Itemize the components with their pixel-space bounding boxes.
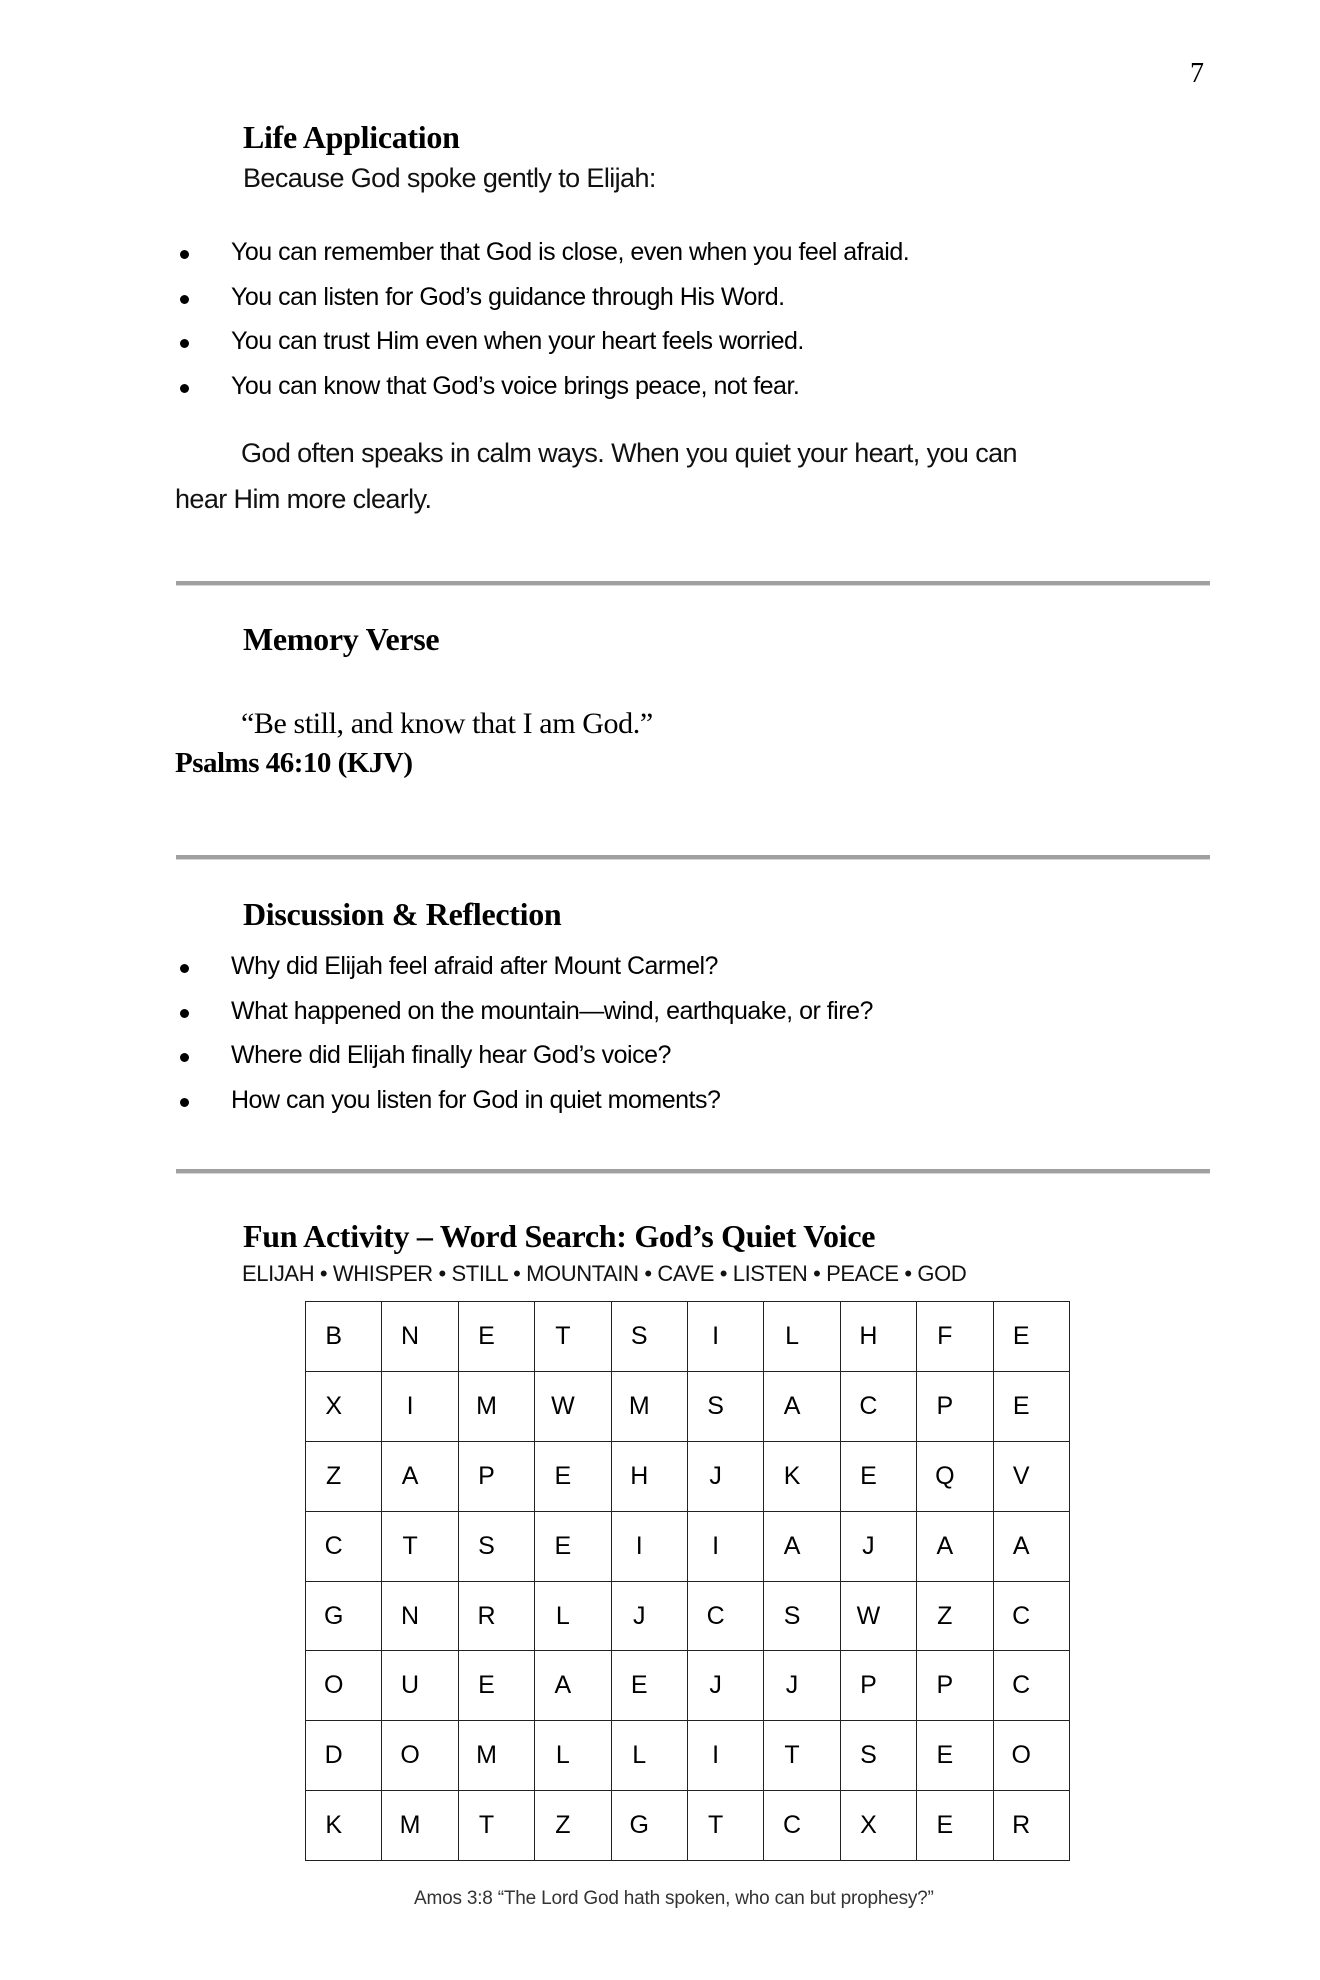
grid-cell[interactable] bbox=[382, 1581, 458, 1651]
grid-letter: I bbox=[406, 1391, 414, 1420]
grid-cell[interactable] bbox=[535, 1441, 611, 1511]
grid-letter: I bbox=[712, 1531, 720, 1560]
grid-row bbox=[306, 1721, 1070, 1791]
grid-letter: W bbox=[551, 1391, 575, 1420]
list-item-text: You can remember that God is close, even when you feel afraid. bbox=[231, 238, 910, 266]
grid-letter: C bbox=[783, 1811, 802, 1840]
life-application-heading: Life Application bbox=[243, 119, 460, 155]
page-number: 7 bbox=[1190, 58, 1204, 89]
grid-cell[interactable] bbox=[306, 1371, 382, 1441]
grid-letter: E bbox=[554, 1531, 572, 1560]
grid-letter: I bbox=[635, 1531, 643, 1560]
grid-cell[interactable] bbox=[917, 1511, 993, 1581]
grid-letter: P bbox=[936, 1671, 954, 1700]
grid-letter: I bbox=[712, 1741, 720, 1770]
grid-cell[interactable] bbox=[382, 1791, 458, 1861]
grid-cell[interactable] bbox=[917, 1791, 993, 1861]
grid-cell[interactable] bbox=[458, 1791, 534, 1861]
grid-letter: U bbox=[401, 1671, 420, 1700]
grid-letter: G bbox=[629, 1811, 649, 1840]
grid-letter: A bbox=[783, 1531, 801, 1560]
grid-letter: M bbox=[476, 1741, 497, 1770]
grid-cell[interactable] bbox=[840, 1581, 916, 1651]
grid-letter: T bbox=[555, 1321, 571, 1350]
grid-letter: E bbox=[936, 1741, 954, 1770]
memory-verse-reference: Psalms 46:10 (KJV) bbox=[175, 747, 413, 779]
grid-letter: S bbox=[630, 1321, 648, 1350]
grid-cell[interactable] bbox=[840, 1721, 916, 1791]
grid-letter: C bbox=[1012, 1671, 1031, 1700]
grid-cell[interactable] bbox=[535, 1651, 611, 1721]
grid-row bbox=[306, 1791, 1070, 1861]
grid-cell[interactable] bbox=[458, 1651, 534, 1721]
grid-letter: J bbox=[633, 1601, 646, 1630]
grid-letter: V bbox=[1012, 1461, 1030, 1490]
grid-cell[interactable] bbox=[917, 1371, 993, 1441]
grid-cell[interactable] bbox=[611, 1302, 687, 1372]
grid-letter: S bbox=[783, 1601, 801, 1630]
grid-cell[interactable] bbox=[993, 1441, 1069, 1511]
grid-letter: T bbox=[708, 1811, 724, 1840]
list-item-text: You can listen for God’s guidance through His Word. bbox=[231, 282, 785, 311]
grid-letter: S bbox=[860, 1741, 877, 1770]
grid-cell[interactable] bbox=[382, 1511, 458, 1581]
grid-cell[interactable] bbox=[535, 1721, 611, 1791]
grid-cell[interactable] bbox=[917, 1721, 993, 1791]
grid-cell[interactable] bbox=[306, 1511, 382, 1581]
grid-cell[interactable] bbox=[917, 1441, 993, 1511]
grid-cell[interactable] bbox=[764, 1581, 840, 1651]
grid-letter: J bbox=[709, 1461, 722, 1490]
grid-row bbox=[306, 1302, 1070, 1372]
grid-letter: N bbox=[401, 1601, 420, 1630]
grid-letter: A bbox=[936, 1531, 954, 1560]
grid-letter: T bbox=[402, 1531, 418, 1560]
grid-letter: C bbox=[706, 1601, 725, 1630]
grid-cell[interactable] bbox=[687, 1441, 763, 1511]
grid-letter: E bbox=[478, 1671, 495, 1700]
word-search-grid bbox=[305, 1301, 1070, 1861]
section-divider bbox=[176, 1169, 1210, 1174]
grid-cell[interactable] bbox=[687, 1581, 763, 1651]
grid-letter: A bbox=[1012, 1531, 1030, 1560]
grid-letter: C bbox=[324, 1531, 343, 1560]
grid-letter: J bbox=[862, 1531, 875, 1560]
grid-cell[interactable] bbox=[840, 1511, 916, 1581]
grid-letter: L bbox=[555, 1601, 570, 1630]
grid-cell[interactable] bbox=[611, 1441, 687, 1511]
grid-cell[interactable] bbox=[611, 1511, 687, 1581]
grid-letter: O bbox=[400, 1741, 420, 1770]
grid-cell[interactable] bbox=[840, 1791, 916, 1861]
grid-letter: X bbox=[325, 1391, 343, 1420]
grid-letter: N bbox=[401, 1321, 420, 1350]
grid-letter: J bbox=[785, 1671, 799, 1700]
grid-letter: K bbox=[325, 1811, 343, 1840]
grid-letter: P bbox=[860, 1671, 877, 1700]
grid-cell[interactable] bbox=[840, 1441, 916, 1511]
grid-letter: A bbox=[783, 1391, 801, 1420]
grid-cell[interactable] bbox=[840, 1302, 916, 1372]
grid-row bbox=[306, 1581, 1070, 1651]
bullet-icon bbox=[180, 1098, 189, 1107]
footer-caption: Amos 3:8 “The Lord God hath spoken, who can but prophesy?” bbox=[414, 1888, 934, 1909]
life-application-paragraph-line2: hear Him more clearly. bbox=[175, 484, 432, 514]
memory-verse-text: “Be still, and know that I am God.” bbox=[241, 707, 653, 740]
life-application-paragraph-line1: God often speaks in calm ways. When you quiet your heart, you can bbox=[241, 438, 1017, 468]
grid-letter: A bbox=[401, 1461, 419, 1490]
bullet-icon bbox=[180, 964, 189, 973]
grid-cell[interactable] bbox=[535, 1791, 611, 1861]
grid-letter: E bbox=[1012, 1321, 1030, 1350]
grid-cell[interactable] bbox=[535, 1371, 611, 1441]
grid-cell[interactable] bbox=[764, 1651, 840, 1721]
grid-letter: M bbox=[399, 1811, 421, 1840]
grid-letter: G bbox=[323, 1601, 344, 1630]
life-application-intro: Because God spoke gently to Elijah: bbox=[243, 163, 656, 193]
grid-row bbox=[306, 1371, 1070, 1441]
grid-cell[interactable] bbox=[306, 1302, 382, 1372]
grid-cell[interactable] bbox=[382, 1651, 458, 1721]
grid-cell[interactable] bbox=[382, 1371, 458, 1441]
grid-letter: A bbox=[554, 1671, 572, 1700]
list-item-text: Why did Elijah feel afraid after Mount Carmel? bbox=[231, 952, 718, 980]
grid-letter: T bbox=[784, 1741, 800, 1770]
grid-cell[interactable] bbox=[993, 1581, 1069, 1651]
grid-cell[interactable] bbox=[764, 1441, 840, 1511]
grid-cell[interactable] bbox=[535, 1511, 611, 1581]
bullet-icon bbox=[180, 1009, 189, 1018]
grid-letter: J bbox=[709, 1671, 722, 1700]
bullet-icon bbox=[180, 250, 189, 259]
grid-cell[interactable] bbox=[687, 1511, 763, 1581]
grid-letter: H bbox=[859, 1321, 878, 1350]
grid-letter: Q bbox=[935, 1461, 955, 1490]
grid-cell[interactable] bbox=[687, 1791, 763, 1861]
grid-cell[interactable] bbox=[764, 1721, 840, 1791]
grid-cell[interactable] bbox=[993, 1651, 1069, 1721]
section-divider bbox=[176, 581, 1210, 586]
grid-letter: I bbox=[712, 1321, 720, 1350]
grid-cell[interactable] bbox=[382, 1302, 458, 1372]
grid-row bbox=[306, 1511, 1070, 1581]
grid-cell[interactable] bbox=[917, 1651, 993, 1721]
bullet-icon bbox=[180, 339, 189, 348]
list-item-text: What happened on the mountain—wind, earthquake, or fire? bbox=[231, 996, 873, 1025]
bullet-icon bbox=[180, 1053, 189, 1062]
grid-letter: Z bbox=[937, 1601, 953, 1630]
grid-cell[interactable] bbox=[458, 1441, 534, 1511]
grid-cell[interactable] bbox=[382, 1441, 458, 1511]
grid-row bbox=[306, 1441, 1070, 1511]
grid-cell[interactable] bbox=[306, 1581, 382, 1651]
grid-cell[interactable] bbox=[687, 1721, 763, 1791]
grid-cell[interactable] bbox=[993, 1371, 1069, 1441]
grid-cell[interactable] bbox=[840, 1371, 916, 1441]
grid-letter: X bbox=[860, 1811, 877, 1840]
grid-cell[interactable] bbox=[764, 1371, 840, 1441]
grid-letter: Z bbox=[326, 1461, 342, 1490]
grid-letter: L bbox=[785, 1321, 799, 1350]
grid-letter: W bbox=[856, 1601, 881, 1630]
grid-cell[interactable] bbox=[611, 1791, 687, 1861]
grid-cell[interactable] bbox=[917, 1581, 993, 1651]
grid-row bbox=[306, 1651, 1070, 1721]
grid-cell[interactable] bbox=[764, 1511, 840, 1581]
grid-cell[interactable] bbox=[458, 1302, 534, 1372]
grid-cell[interactable] bbox=[687, 1371, 763, 1441]
grid-cell[interactable] bbox=[611, 1581, 687, 1651]
grid-letter: P bbox=[936, 1391, 954, 1420]
grid-cell[interactable] bbox=[764, 1302, 840, 1372]
grid-cell[interactable] bbox=[764, 1791, 840, 1861]
section-divider bbox=[176, 855, 1210, 860]
grid-letter: M bbox=[476, 1391, 497, 1420]
grid-letter: F bbox=[937, 1321, 953, 1350]
list-item-text: You can trust Him even when your heart feels worried. bbox=[231, 327, 804, 355]
list-item-text: You can know that God’s voice brings peace, not fear. bbox=[231, 371, 800, 400]
grid-cell[interactable] bbox=[458, 1721, 534, 1791]
word-list: ELIJAH • WHISPER • STILL • MOUNTAIN • CAVE • LISTEN • PEACE • GOD bbox=[242, 1261, 967, 1286]
grid-cell[interactable] bbox=[306, 1651, 382, 1721]
grid-letter: E bbox=[630, 1671, 648, 1700]
grid-cell[interactable] bbox=[611, 1651, 687, 1721]
grid-letter: M bbox=[628, 1391, 650, 1420]
grid-cell[interactable] bbox=[993, 1302, 1069, 1372]
grid-cell[interactable] bbox=[535, 1581, 611, 1651]
grid-cell[interactable] bbox=[611, 1721, 687, 1791]
grid-letter: H bbox=[630, 1461, 649, 1490]
grid-cell[interactable] bbox=[382, 1721, 458, 1791]
grid-cell[interactable] bbox=[993, 1721, 1069, 1791]
grid-cell[interactable] bbox=[687, 1302, 763, 1372]
grid-letter: E bbox=[860, 1461, 877, 1490]
grid-cell[interactable] bbox=[687, 1651, 763, 1721]
grid-letter: E bbox=[478, 1321, 495, 1350]
discussion-heading: Discussion & Reflection bbox=[243, 896, 562, 932]
grid-cell[interactable] bbox=[306, 1791, 382, 1861]
grid-letter: C bbox=[859, 1391, 878, 1420]
grid-letter: T bbox=[478, 1811, 495, 1840]
grid-cell[interactable] bbox=[458, 1371, 534, 1441]
grid-letter: D bbox=[324, 1741, 343, 1770]
list-item-text: Where did Elijah finally hear God’s voice? bbox=[231, 1041, 671, 1069]
grid-cell[interactable] bbox=[917, 1302, 993, 1372]
grid-cell[interactable] bbox=[458, 1511, 534, 1581]
bullet-icon bbox=[180, 295, 189, 304]
grid-letter: K bbox=[783, 1461, 801, 1490]
grid-letter: P bbox=[478, 1461, 495, 1490]
grid-letter: L bbox=[632, 1741, 647, 1770]
grid-letter: S bbox=[707, 1391, 724, 1420]
grid-cell[interactable] bbox=[993, 1511, 1069, 1581]
grid-cell[interactable] bbox=[993, 1791, 1069, 1861]
grid-letter: C bbox=[1012, 1601, 1031, 1630]
grid-cell[interactable] bbox=[840, 1651, 916, 1721]
grid-letter: S bbox=[478, 1531, 495, 1560]
grid-cell[interactable] bbox=[611, 1371, 687, 1441]
bullet-icon bbox=[180, 384, 189, 393]
grid-letter: R bbox=[1012, 1811, 1031, 1840]
grid-letter: E bbox=[936, 1811, 954, 1840]
grid-cell[interactable] bbox=[535, 1302, 611, 1372]
memory-verse-heading: Memory Verse bbox=[243, 621, 440, 657]
grid-letter: E bbox=[554, 1461, 572, 1490]
grid-letter: O bbox=[323, 1671, 344, 1700]
grid-letter: O bbox=[1011, 1741, 1031, 1770]
grid-letter: B bbox=[325, 1321, 343, 1350]
grid-letter: E bbox=[1012, 1391, 1030, 1420]
grid-letter: L bbox=[555, 1741, 570, 1770]
grid-cell[interactable] bbox=[458, 1581, 534, 1651]
grid-letter: R bbox=[477, 1601, 496, 1630]
activity-heading: Fun Activity – Word Search: God’s Quiet Voice bbox=[243, 1218, 876, 1254]
list-item-text: How can you listen for God in quiet moments? bbox=[231, 1085, 721, 1114]
grid-cell[interactable] bbox=[306, 1721, 382, 1791]
grid-letter: Z bbox=[555, 1811, 571, 1840]
grid-cell[interactable] bbox=[306, 1441, 382, 1511]
